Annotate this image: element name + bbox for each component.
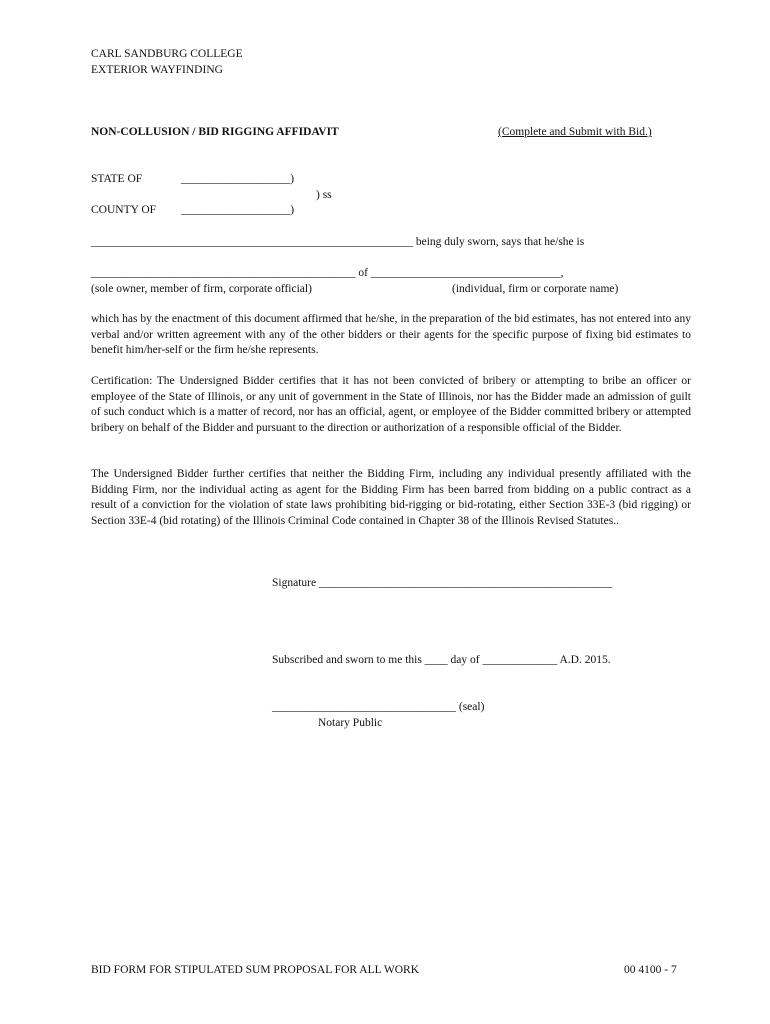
footer-form-title: BID FORM FOR STIPULATED SUM PROPOSAL FOR ALL WORK [91, 964, 420, 976]
certification-paragraph: Certification: The Undersigned Bidder certifies that it has not been convicted of bribery or attempting to bribe an officer or employee of the State of Illinois, or any unit of government in the State of Illinois, nor has the Bidder made an admission of guilt of such conduct which is a matter of record, nor has an official, agent, or employee of the Bidder committed bribery or attempted bribery on behalf of the Bidder and pursuant to the direction or authorization of a responsible official of the Bidder. [91, 375, 691, 434]
affidavit-title: NON-COLLUSION / BID RIGGING AFFIDAVIT [91, 126, 339, 138]
affirmation-paragraph: which has by the enactment of this document affirmed that he/she, in the preparation of the bid estimates, has not entered into any verbal and/or written agreement with any of the other bidders or their agents for the specific purpose of fixing bid estimates to benefit him/her-self or the firm he/she represents. [91, 313, 691, 357]
state-label: STATE OF [91, 173, 143, 185]
signature-line[interactable]: Signature ___________________________________________________ [272, 577, 613, 589]
project-name: EXTERIOR WAYFINDING [91, 64, 223, 76]
state-blank[interactable]: ___________________) [181, 173, 295, 185]
notary-public-label: Notary Public [318, 717, 383, 729]
notary-seal-line[interactable]: ________________________________ (seal) [272, 701, 485, 713]
affidavit-instruction: (Complete and Submit with Bid.) [498, 126, 652, 138]
county-blank[interactable]: ___________________) [181, 204, 295, 216]
firm-caption: (individual, firm or corporate name) [452, 283, 619, 295]
further-certification-paragraph: The Undersigned Bidder further certifies that neither the Bidding Firm, including any individual presently affiliated with the Bidding Firm, nor the individual acting as agent for the Bidding Firm has been barred from bidding on a public contract as a result of a conviction for the violation of state laws prohibiting bid-rigging or bid-rotating, either Section 33E-3 (bid rigging) or Section 33E-4 (bid rotating) of the Illinois Criminal Code contained in Chapter 38 of the Illinois Revised Statutes.. [91, 468, 691, 527]
affiant-role-firm-line[interactable]: ______________________________________________ of _________________________________, [91, 267, 564, 279]
affiant-name-line[interactable]: ________________________________________________________ being duly sworn, says that he/she is [91, 236, 585, 248]
college-name: CARL SANDBURG COLLEGE [91, 48, 243, 60]
footer-page-number: 00 4100 - 7 [624, 964, 677, 976]
sworn-line[interactable]: Subscribed and sworn to me this ____ day of _____________ A.D. 2015. [272, 654, 611, 666]
county-label: COUNTY OF [91, 204, 157, 216]
ss-marker: ) ss [316, 189, 332, 201]
role-caption: (sole owner, member of firm, corporate official) [91, 283, 312, 295]
